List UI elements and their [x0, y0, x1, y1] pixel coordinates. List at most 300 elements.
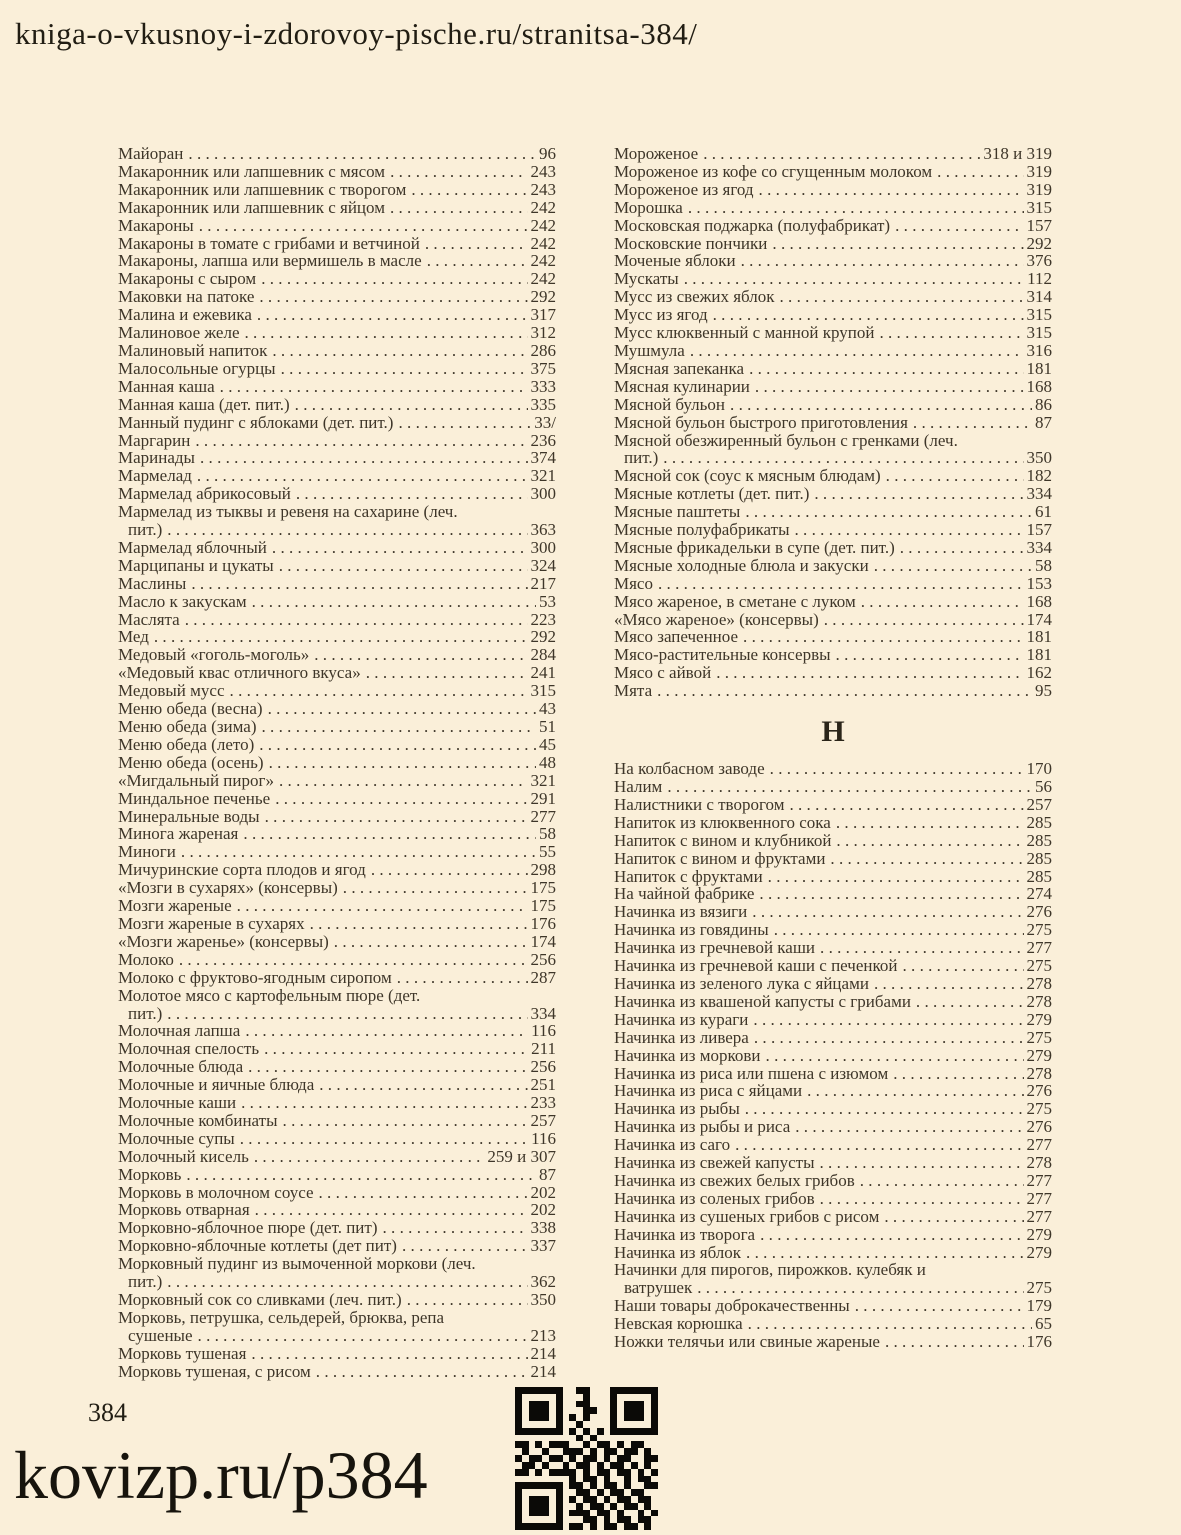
dot-leader	[191, 575, 527, 593]
index-entry	[614, 503, 1052, 521]
qr-module	[617, 1516, 624, 1523]
qr-module	[522, 1435, 529, 1442]
qr-module	[535, 1510, 542, 1517]
entry-page: 276	[1026, 1117, 1052, 1137]
dot-leader	[807, 1082, 1023, 1100]
qr-module	[576, 1387, 583, 1394]
dot-leader	[167, 1273, 527, 1291]
entry-page: 168	[1026, 591, 1052, 611]
index-entry	[614, 664, 1052, 682]
entry-label: Мята	[614, 681, 653, 701]
entry-page: 96	[539, 144, 556, 163]
qr-module	[535, 1482, 542, 1489]
index-entry	[118, 718, 556, 736]
qr-module	[638, 1387, 645, 1394]
entry-page: 277	[530, 806, 556, 826]
qr-module	[651, 1414, 658, 1421]
entry-label: Мясная кулинарии	[614, 376, 750, 396]
entry-label: Макароны	[118, 215, 194, 235]
qr-module	[631, 1387, 638, 1394]
index-entry	[614, 885, 1052, 903]
qr-module	[617, 1441, 624, 1448]
qr-module	[549, 1401, 556, 1408]
qr-module	[638, 1448, 645, 1455]
qr-module	[569, 1455, 576, 1462]
qr-module	[651, 1435, 658, 1442]
entry-page: 202	[530, 1182, 556, 1202]
qr-module	[638, 1523, 645, 1530]
entry-label: Начинка из рыбы и риса	[614, 1117, 791, 1137]
index-entry	[614, 414, 1052, 432]
qr-module	[576, 1401, 583, 1408]
entry-page: 274	[1026, 884, 1052, 904]
dot-leader	[748, 1315, 1032, 1333]
qr-module	[590, 1421, 597, 1428]
qr-module	[604, 1510, 611, 1517]
qr-module	[576, 1414, 583, 1421]
dot-leader	[220, 378, 528, 396]
qr-module	[638, 1462, 645, 1469]
index-entry	[118, 1345, 556, 1363]
qr-module	[556, 1455, 563, 1462]
entry-page: 157	[1026, 215, 1052, 235]
entry-page: 168	[1026, 376, 1052, 396]
entry-page: 223	[530, 609, 556, 629]
qr-module	[590, 1455, 597, 1462]
entry-label: ватрушек	[624, 1278, 693, 1298]
index-entry	[118, 611, 556, 629]
entry-page: 56	[1035, 777, 1052, 796]
entry-page: 174	[530, 931, 556, 951]
entry-page: 292	[530, 627, 556, 647]
qr-module	[569, 1523, 576, 1530]
qr-module	[631, 1394, 638, 1401]
qr-module	[644, 1407, 651, 1414]
entry-page: 285	[1026, 830, 1052, 850]
qr-module	[624, 1503, 631, 1510]
qr-module	[563, 1428, 570, 1435]
entry-label: Начинка из гречневой каши с печенкой	[614, 956, 898, 976]
qr-module	[638, 1503, 645, 1510]
dot-leader	[279, 557, 528, 575]
entry-page: 241	[530, 663, 556, 683]
qr-module	[569, 1421, 576, 1428]
entry-page: 257	[530, 1110, 556, 1130]
entry-label: Меню обеда (весна)	[118, 699, 263, 719]
entry-page: 242	[530, 215, 556, 235]
qr-module	[569, 1462, 576, 1469]
qr-module	[535, 1455, 542, 1462]
qr-module	[590, 1441, 597, 1448]
index-entry-continuation	[614, 1279, 1052, 1297]
dot-leader	[198, 1327, 528, 1345]
qr-module	[563, 1448, 570, 1455]
qr-module	[624, 1401, 631, 1408]
entry-label: Маслята	[118, 609, 180, 629]
entry-page: 334	[1026, 484, 1052, 504]
dot-leader	[730, 396, 1032, 414]
dot-leader	[252, 593, 536, 611]
index-entry	[118, 861, 556, 879]
qr-module	[556, 1401, 563, 1408]
qr-module	[563, 1421, 570, 1428]
entry-label: Молочные супы	[118, 1128, 235, 1148]
index-right-column	[614, 145, 1052, 1351]
entry-page: 153	[1026, 573, 1052, 593]
entry-label: Маковки на патоке	[118, 287, 255, 307]
qr-module	[644, 1414, 651, 1421]
dot-leader	[240, 1130, 528, 1148]
entry-page: 33/	[534, 412, 556, 432]
entry-label: Макароны с сыром	[118, 269, 257, 289]
qr-module	[556, 1448, 563, 1455]
qr-module	[576, 1503, 583, 1510]
qr-module	[542, 1421, 549, 1428]
entry-label: Мороженое	[614, 144, 699, 163]
qr-module	[638, 1482, 645, 1489]
qr-module	[569, 1394, 576, 1401]
qr-module	[515, 1394, 522, 1401]
index-entry	[118, 843, 556, 861]
entry-label: Мусс из свежих яблок	[614, 287, 775, 307]
qr-module	[515, 1482, 522, 1489]
qr-module	[604, 1503, 611, 1510]
index-entry	[118, 1255, 556, 1273]
qr-module	[638, 1489, 645, 1496]
qr-module	[583, 1414, 590, 1421]
qr-module	[597, 1462, 604, 1469]
index-entry	[118, 252, 556, 270]
qr-module	[617, 1421, 624, 1428]
entry-label: Невская корюшка	[614, 1314, 743, 1334]
entry-page: 259 и 307	[487, 1146, 556, 1166]
index-entry	[118, 181, 556, 199]
dot-leader	[200, 449, 528, 467]
entry-label: Мясные котлеты (дет. пит.)	[614, 484, 810, 504]
qr-module	[597, 1441, 604, 1448]
index-entry	[614, 539, 1052, 557]
qr-module	[556, 1414, 563, 1421]
qr-module	[563, 1394, 570, 1401]
qr-module	[522, 1476, 529, 1483]
entry-page: 65	[1035, 1314, 1052, 1334]
qr-module	[535, 1401, 542, 1408]
entry-label: Мушмула	[614, 340, 685, 360]
entry-label: Майоран	[118, 144, 184, 163]
qr-module	[631, 1510, 638, 1517]
index-entry	[118, 342, 556, 360]
dot-leader	[316, 1363, 528, 1381]
dot-leader	[257, 306, 528, 324]
qr-module	[638, 1455, 645, 1462]
qr-module	[515, 1510, 522, 1517]
qr-module	[542, 1482, 549, 1489]
dot-leader	[275, 790, 527, 808]
dot-leader	[820, 1190, 1024, 1208]
qr-module	[515, 1435, 522, 1442]
qr-module	[651, 1516, 658, 1523]
qr-module	[597, 1476, 604, 1483]
dot-leader	[186, 1166, 536, 1184]
qr-module	[535, 1469, 542, 1476]
qr-module	[522, 1441, 529, 1448]
index-entry	[614, 1154, 1052, 1172]
index-entry	[614, 628, 1052, 646]
entry-label: Макароны, лапша или вермишель в масле	[118, 251, 422, 271]
qr-module	[576, 1510, 583, 1517]
index-entry	[118, 449, 556, 467]
dot-leader	[824, 611, 1024, 629]
entry-label: Малосольные огурцы	[118, 358, 276, 378]
qr-module	[542, 1523, 549, 1530]
qr-module	[522, 1516, 529, 1523]
qr-module	[631, 1496, 638, 1503]
qr-module	[556, 1496, 563, 1503]
qr-module	[576, 1421, 583, 1428]
dot-leader	[749, 360, 1023, 378]
qr-module	[644, 1428, 651, 1435]
index-entry	[118, 1094, 556, 1112]
qr-module	[576, 1428, 583, 1435]
index-entry	[118, 664, 556, 682]
index-entry	[614, 993, 1052, 1011]
index-entry	[118, 987, 556, 1005]
entry-label: Мясной сок (соус к мясным блюдам)	[614, 466, 881, 486]
qr-module	[515, 1428, 522, 1435]
qr-module	[569, 1496, 576, 1503]
qr-module	[569, 1510, 576, 1517]
entry-label: Мясо запеченное	[614, 627, 739, 647]
qr-module	[542, 1469, 549, 1476]
entry-page: 243	[530, 179, 556, 199]
entry-label: Начинка из вязиги	[614, 902, 748, 922]
qr-module	[529, 1387, 536, 1394]
entry-page: 279	[1026, 1045, 1052, 1065]
qr-module	[638, 1441, 645, 1448]
entry-page: 300	[530, 537, 556, 557]
index-entry	[614, 557, 1052, 575]
qr-module	[597, 1407, 604, 1414]
qr-module	[529, 1496, 536, 1503]
dot-leader	[820, 1154, 1024, 1172]
qr-module	[610, 1462, 617, 1469]
qr-module	[529, 1435, 536, 1442]
qr-module	[610, 1469, 617, 1476]
dot-leader	[390, 163, 527, 181]
qr-module	[610, 1401, 617, 1408]
qr-module	[529, 1448, 536, 1455]
qr-module	[529, 1407, 536, 1414]
index-entry	[614, 1315, 1052, 1333]
entry-page: 242	[530, 251, 556, 271]
dot-leader	[407, 1291, 528, 1309]
entry-label: Минога жареная	[118, 824, 239, 844]
dot-leader	[743, 628, 1023, 646]
qr-module	[597, 1455, 604, 1462]
index-entry	[118, 1130, 556, 1148]
index-entry	[118, 378, 556, 396]
qr-module	[651, 1496, 658, 1503]
dot-leader	[167, 1005, 527, 1023]
entry-label: Мясо с айвой	[614, 663, 712, 683]
page-number: 384	[88, 1398, 127, 1427]
qr-module	[515, 1414, 522, 1421]
index-entry	[614, 342, 1052, 360]
entry-page: 179	[1026, 1296, 1052, 1316]
qr-module	[542, 1407, 549, 1414]
qr-module	[576, 1523, 583, 1530]
qr-module	[631, 1523, 638, 1530]
qr-module	[597, 1510, 604, 1517]
dot-leader	[885, 1333, 1024, 1351]
qr-module	[549, 1476, 556, 1483]
dot-leader	[199, 217, 528, 235]
entry-label: Начинки для пирогов, пирожков. кулебяк и	[614, 1260, 926, 1280]
dot-leader	[343, 879, 528, 897]
entry-page: 278	[1026, 1063, 1052, 1083]
index-entry	[614, 306, 1052, 324]
qr-module	[638, 1421, 645, 1428]
entry-page: 277	[1026, 1135, 1052, 1155]
dot-leader	[279, 772, 528, 790]
qr-module	[597, 1469, 604, 1476]
qr-module	[597, 1421, 604, 1428]
qr-module	[617, 1448, 624, 1455]
qr-module	[631, 1489, 638, 1496]
dot-leader	[874, 557, 1032, 575]
index-entry	[614, 796, 1052, 814]
entry-label: Маргарин	[118, 430, 191, 450]
qr-module	[569, 1428, 576, 1435]
index-entry	[614, 1297, 1052, 1315]
entry-page: 58	[1035, 555, 1052, 575]
qr-module	[529, 1394, 536, 1401]
qr-module	[610, 1496, 617, 1503]
qr-module	[563, 1482, 570, 1489]
qr-module	[624, 1421, 631, 1428]
qr-module	[515, 1469, 522, 1476]
entry-label: Мичуринские сорта плодов и ягод	[118, 860, 366, 880]
entry-page: 176	[1026, 1332, 1052, 1352]
qr-module	[610, 1455, 617, 1462]
dot-leader	[296, 485, 528, 503]
qr-module	[597, 1523, 604, 1530]
qr-module	[583, 1428, 590, 1435]
index-entry	[614, 975, 1052, 993]
index-entry	[614, 1136, 1052, 1154]
index-entry	[118, 736, 556, 754]
qr-module	[604, 1462, 611, 1469]
index-entry	[118, 808, 556, 826]
qr-module	[590, 1428, 597, 1435]
entry-page: 312	[530, 323, 556, 343]
entry-label: Мозги жареные	[118, 896, 232, 916]
qr-module	[529, 1469, 536, 1476]
index-entry	[118, 700, 556, 718]
entry-page: 300	[530, 484, 556, 504]
entry-label: Макаронник или лапшевник с мясом	[118, 161, 386, 181]
entry-label: Начинка из кураги	[614, 1009, 749, 1029]
index-entry	[614, 252, 1052, 270]
dot-leader	[759, 181, 1024, 199]
entry-page: 278	[1026, 973, 1052, 993]
entry-page: 275	[1026, 1027, 1052, 1047]
index-entry	[118, 324, 556, 342]
entry-page: 175	[530, 896, 556, 916]
entry-page: 213	[530, 1325, 556, 1345]
entry-page: 242	[530, 233, 556, 253]
entry-label: Мясные фрикадельки в супе (дет. пит.)	[614, 537, 895, 557]
dot-leader	[366, 664, 528, 682]
entry-page: 363	[530, 520, 556, 540]
entry-label: Меню обеда (зима)	[118, 717, 257, 736]
qr-module	[631, 1455, 638, 1462]
entry-label: Макароны в томате с грибами и ветчиной	[118, 233, 420, 253]
entry-page: 202	[530, 1200, 556, 1220]
qr-module	[610, 1448, 617, 1455]
entry-page: 87	[1035, 412, 1052, 432]
qr-module	[522, 1448, 529, 1455]
entry-label: Начинка из творога	[614, 1224, 756, 1244]
qr-module	[549, 1462, 556, 1469]
qr-module	[651, 1482, 658, 1489]
dot-leader	[425, 235, 528, 253]
qr-module	[569, 1476, 576, 1483]
qr-module	[604, 1448, 611, 1455]
qr-module	[563, 1469, 570, 1476]
dot-leader	[262, 718, 537, 736]
qr-module	[617, 1510, 624, 1517]
qr-module	[535, 1428, 542, 1435]
entry-label: Мясо-растительные консервы	[614, 645, 831, 665]
qr-module	[549, 1455, 556, 1462]
entry-label: Начинка из говядины	[614, 920, 769, 940]
index-entry	[118, 145, 556, 163]
qr-module	[522, 1428, 529, 1435]
qr-module	[617, 1476, 624, 1483]
dot-leader	[657, 682, 1032, 700]
dot-leader	[884, 1208, 1023, 1226]
qr-module	[556, 1462, 563, 1469]
qr-module	[604, 1455, 611, 1462]
entry-label: Малиновый напиток	[118, 340, 268, 360]
qr-module	[529, 1428, 536, 1435]
qr-module	[597, 1428, 604, 1435]
qr-module	[522, 1455, 529, 1462]
dot-leader	[814, 485, 1023, 503]
index-entry	[614, 360, 1052, 378]
qr-module	[563, 1489, 570, 1496]
qr-module	[631, 1448, 638, 1455]
entry-label: Напиток с вином и фруктами	[614, 848, 826, 868]
qr-module	[556, 1407, 563, 1414]
index-entry	[614, 181, 1052, 199]
entry-page: 279	[1026, 1009, 1052, 1029]
entry-label: Морковный пудинг из вымоченной моркови (леч.	[118, 1254, 476, 1274]
index-entry	[118, 1148, 556, 1166]
qr-module	[644, 1421, 651, 1428]
index-entry	[118, 306, 556, 324]
entry-label: Мармелад из тыквы и ревеня на сахарине (леч.	[118, 502, 458, 522]
qr-module	[617, 1428, 624, 1435]
qr-module	[583, 1407, 590, 1414]
entry-label: Мармелад яблочный	[118, 537, 267, 557]
entry-label: Мороженое из кофе со сгущенным молоком	[614, 161, 933, 181]
qr-module	[617, 1387, 624, 1394]
dot-leader	[886, 467, 1024, 485]
entry-label: Начинка из ливера	[614, 1027, 749, 1047]
entry-label: Манный пудинг с яблоками (дет. пит.)	[118, 412, 394, 432]
